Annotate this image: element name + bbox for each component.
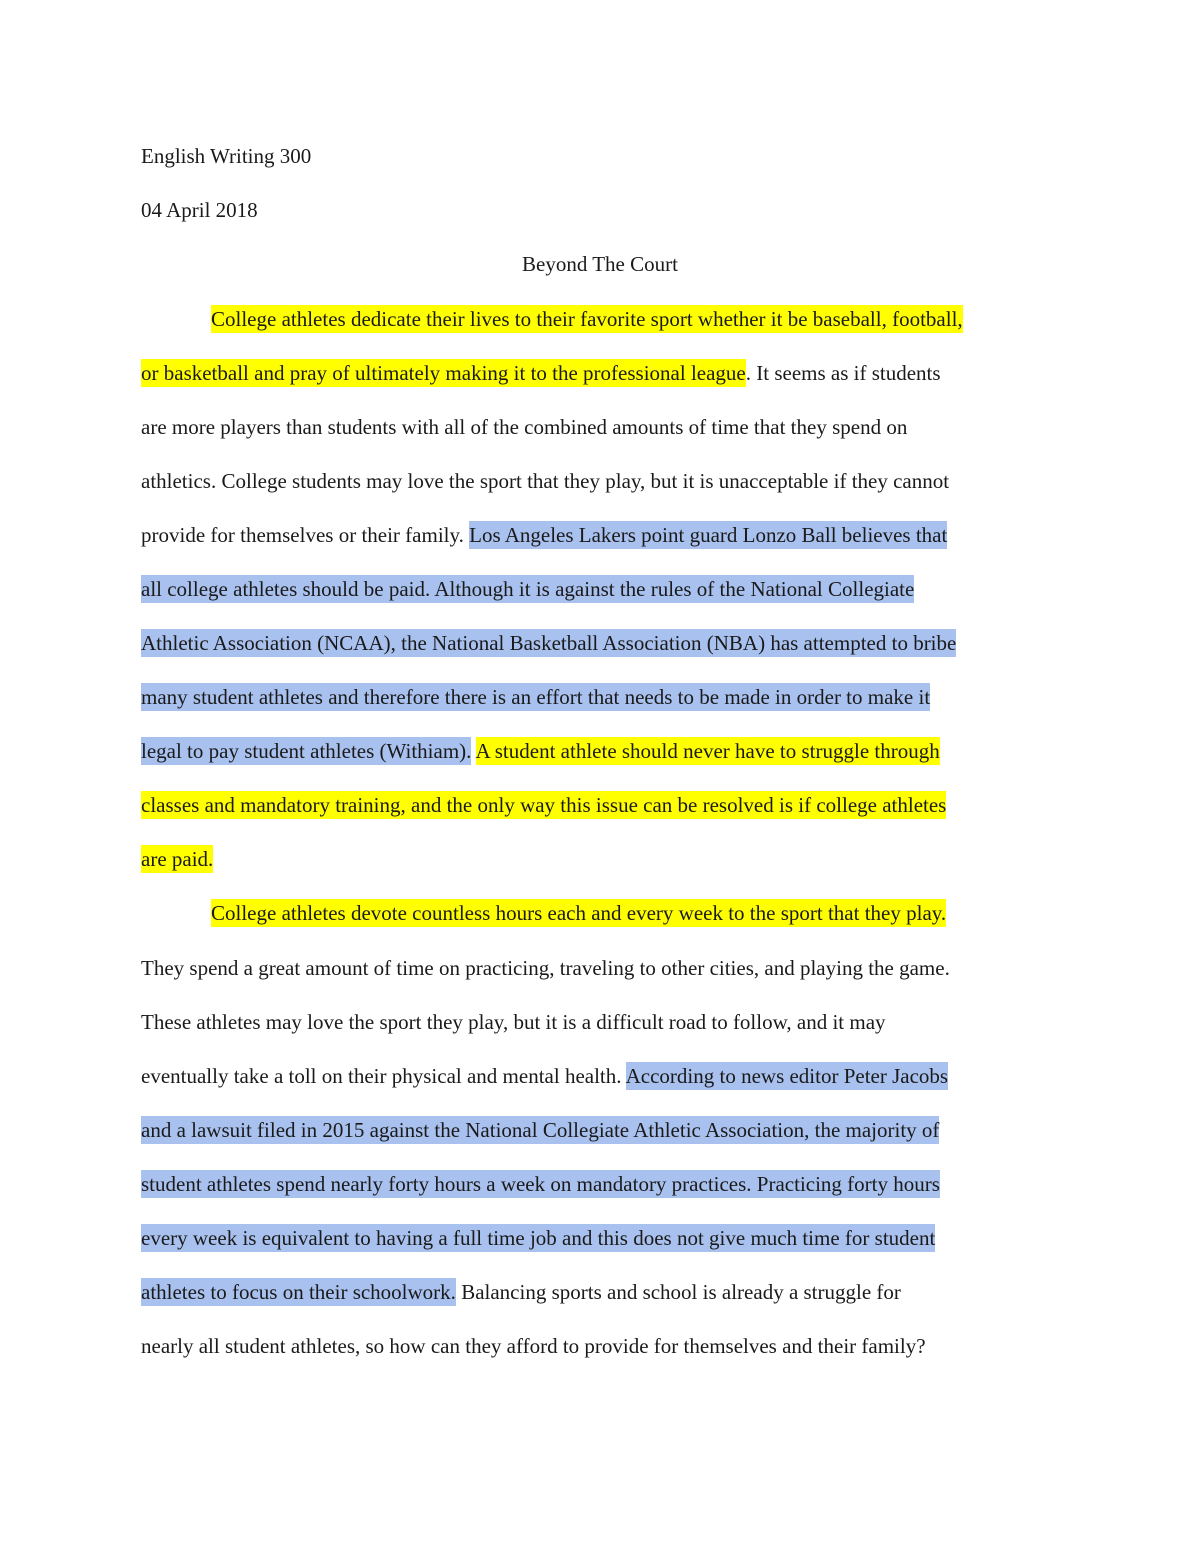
highlighted-text: College athletes devote countless hours each and every week to the sport that they play.: [211, 901, 947, 925]
highlighted-text: athletes to focus on their schoolwork.: [141, 1280, 456, 1304]
highlighted-text: Athletic Association (NCAA), the National Basketball Association (NBA) has attempted to bribe: [141, 631, 957, 655]
highlighted-text: and a lawsuit filed in 2015 against the National Collegiate Athletic Association, the majority of: [141, 1118, 940, 1142]
text-line: [141, 1059, 948, 1093]
highlighted-text: every week is equivalent to having a full time job and this does not give much time for student: [141, 1226, 936, 1250]
plain-text: They spend a great amount of time on practicing, traveling to other cities, and playing the game.: [141, 956, 950, 980]
text-line: [211, 302, 963, 336]
text-line: [141, 1005, 886, 1039]
text-line: [211, 896, 946, 930]
highlighted-text: According to news editor Peter Jacobs: [625, 1064, 949, 1088]
text-line: [141, 1275, 901, 1309]
highlighted-text: are paid.: [141, 847, 214, 871]
plain-text: [471, 739, 475, 763]
text-line: [141, 356, 941, 390]
text-line: [141, 1221, 935, 1255]
highlighted-text: all college athletes should be paid. Although it is against the rules of the National Collegiate: [141, 577, 915, 601]
text-line: [141, 1113, 939, 1147]
plain-text: . It seems as if students: [745, 361, 941, 385]
plain-text: are more players than students with all of the combined amounts of time that they spend on: [141, 415, 908, 439]
highlighted-text: or basketball and pray of ultimately making it to the professional league: [141, 361, 746, 385]
text-line: [141, 518, 947, 552]
highlighted-text: A student athlete should never have to struggle through: [475, 739, 940, 763]
text-line: [141, 464, 949, 498]
plain-text: Balancing sports and school is already a struggle for: [455, 1280, 901, 1304]
plain-text: eventually take a toll on their physical and mental health.: [141, 1064, 626, 1088]
plain-text: nearly all student athletes, so how can they afford to provide for themselves and their family?: [141, 1334, 926, 1358]
plain-text: provide for themselves or their family.: [141, 523, 470, 547]
highlighted-text: many student athletes and therefore there is an effort that needs to be made in order to make it: [141, 685, 931, 709]
text-line: [141, 788, 946, 822]
essay-title: Beyond The Court: [522, 252, 678, 276]
highlighted-text: legal to pay student athletes (Withiam).: [141, 739, 472, 763]
highlighted-text: student athletes spend nearly forty hours a week on mandatory practices. Practicing forty hours: [141, 1172, 940, 1196]
highlighted-text: Los Angeles Lakers point guard Lonzo Ball believes that: [469, 523, 948, 547]
plain-text: athletics. College students may love the sport that they play, but it is unacceptable if they cannot: [141, 469, 950, 493]
text-line: [141, 1167, 940, 1201]
text-line: [141, 951, 950, 985]
text-line: [141, 572, 914, 606]
plain-text: These athletes may love the sport they play, but it is a difficult road to follow, and it may: [141, 1010, 886, 1034]
text-line: [141, 680, 930, 714]
text-line: [141, 410, 907, 444]
text-line: [141, 734, 940, 768]
course-line: English Writing 300: [141, 144, 312, 168]
highlighted-text: classes and mandatory training, and the only way this issue can be resolved is if college athletes: [141, 793, 947, 817]
highlighted-text: College athletes dedicate their lives to their favorite sport whether it be baseball, football,: [211, 307, 963, 331]
text-line: [141, 842, 213, 876]
date-line: 04 April 2018: [141, 198, 258, 222]
text-line: [141, 626, 956, 660]
text-line: [141, 1329, 926, 1363]
